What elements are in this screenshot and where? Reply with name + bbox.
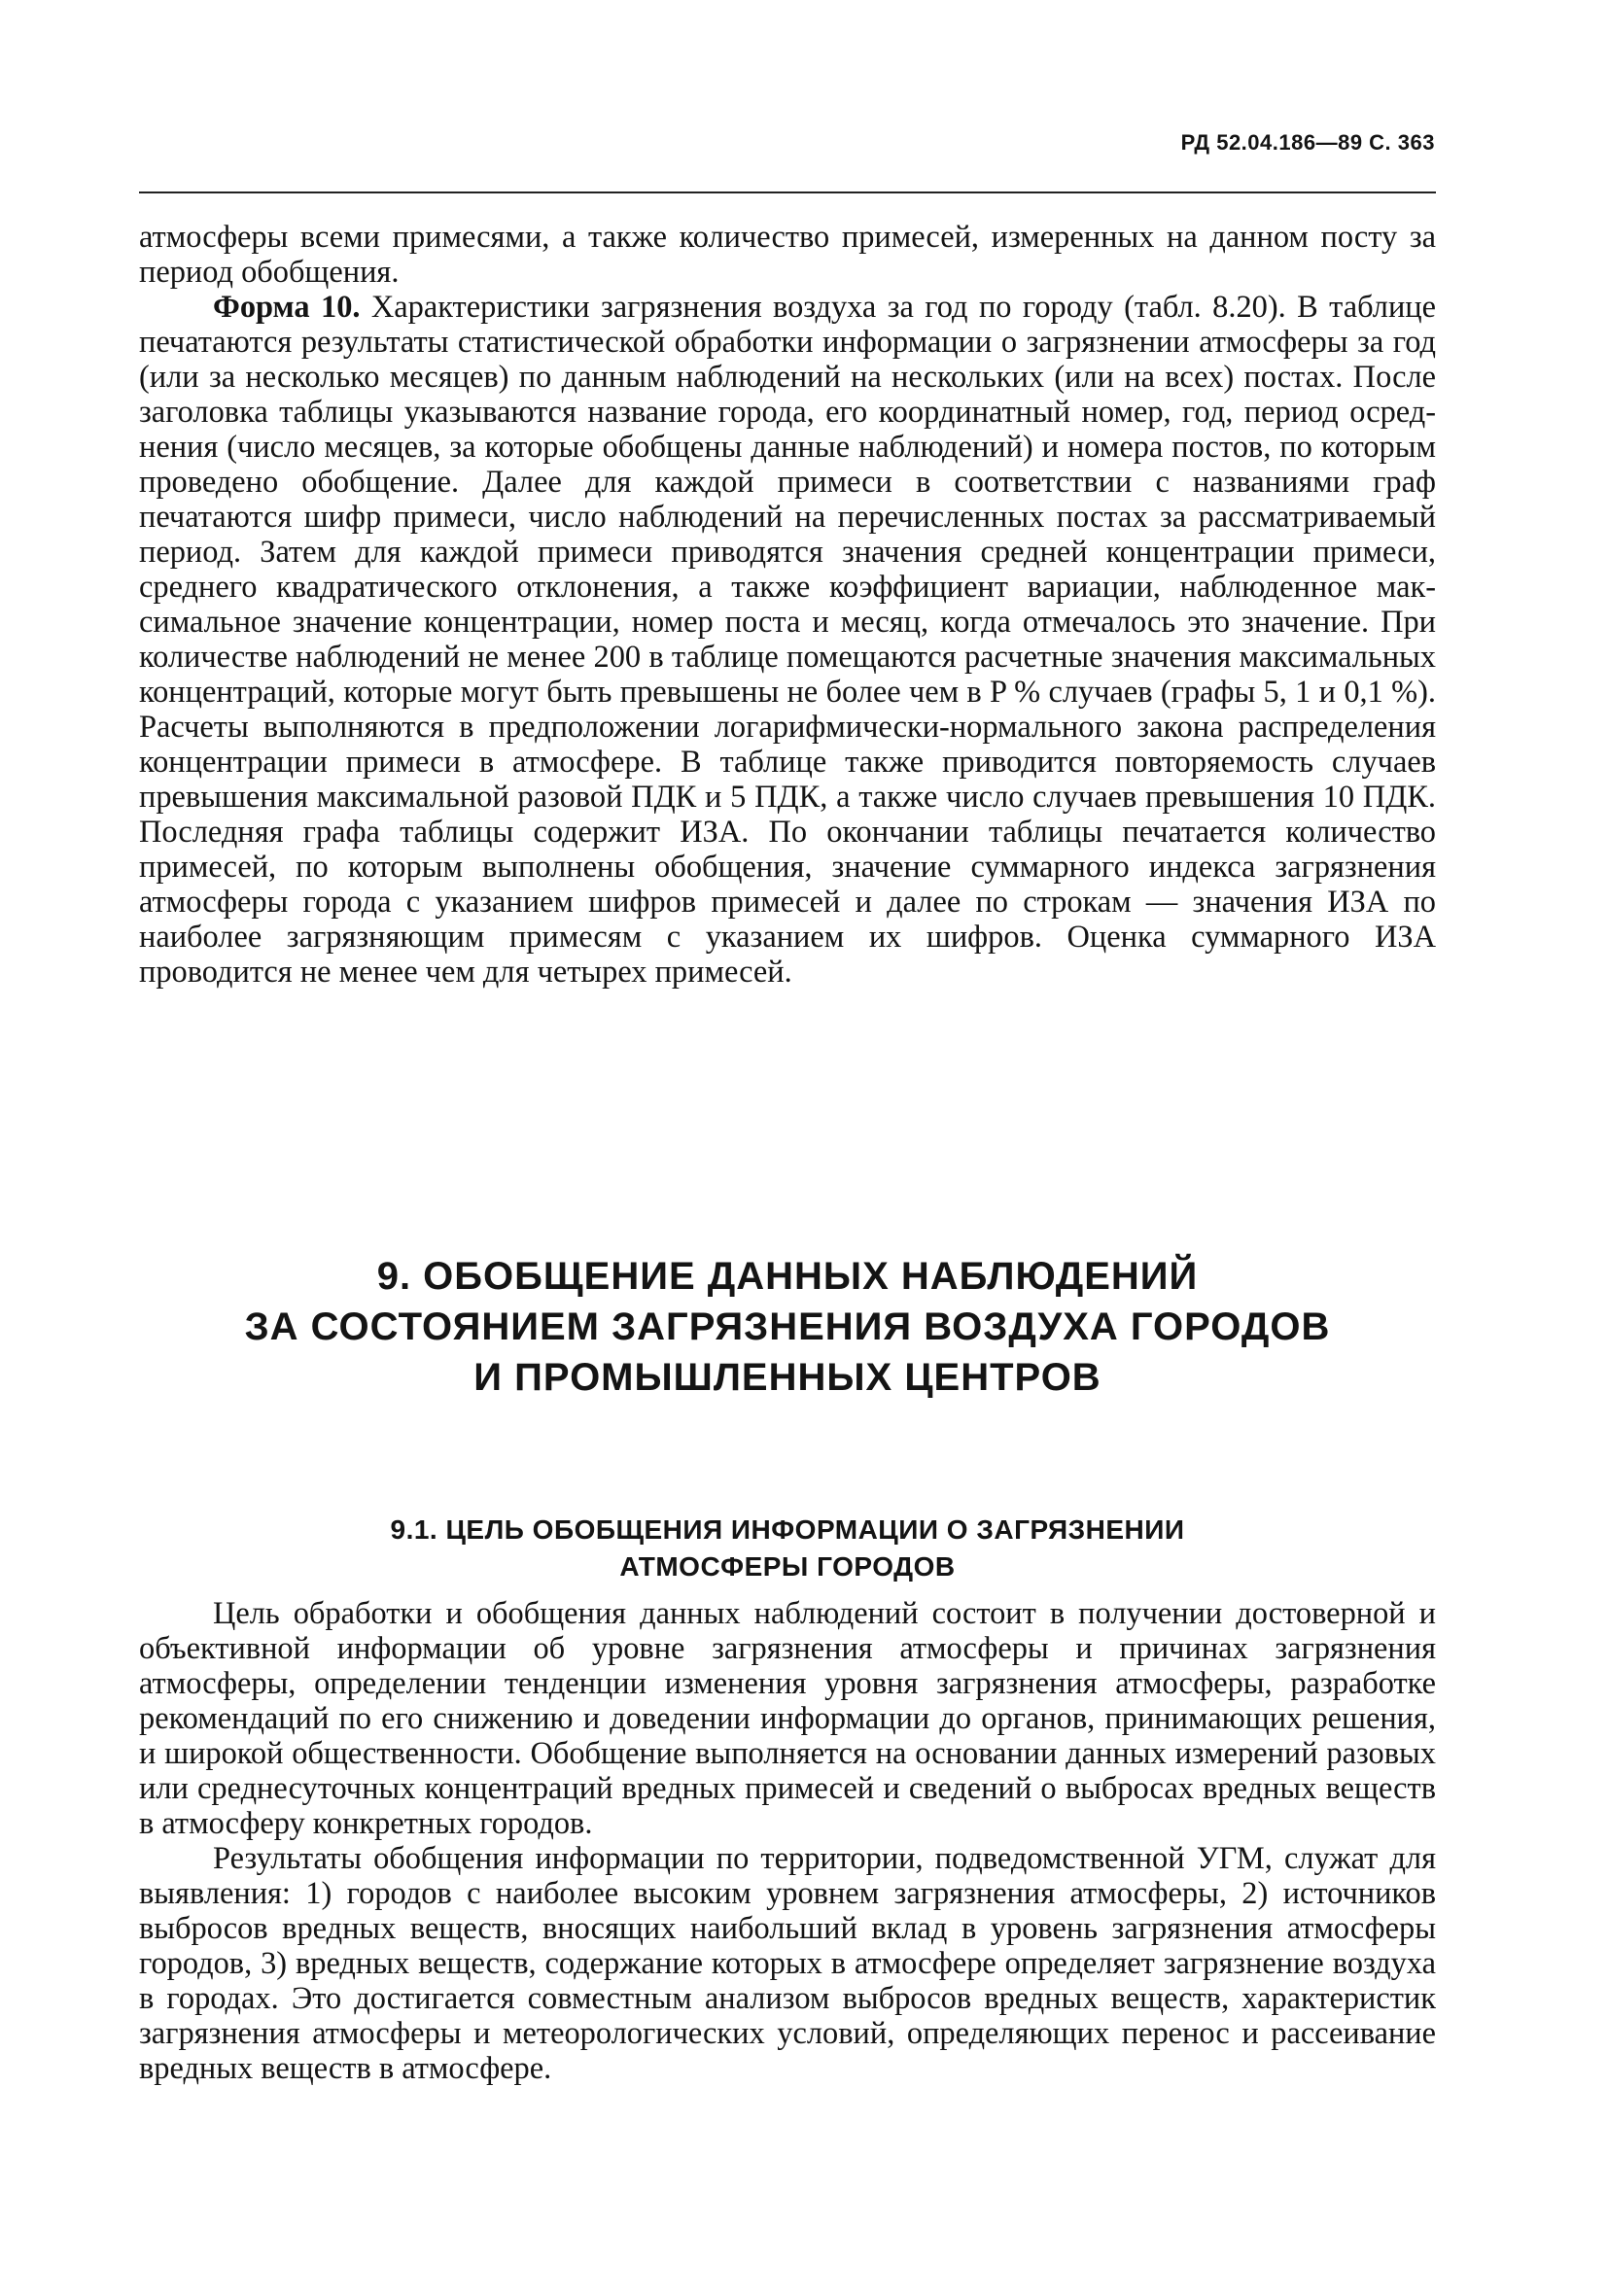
section-paragraph: Цель обработки и обобщения данных наблюдений состоит в получении достоверной и объективной информации об уровне загрязнения атмосферы и причинах загрязнения атмосферы, определении тенденции изменения уровня загрязнения атмосферы, разработке рекомендаций по его снижению и доведении информации до органов, принимающих решения, и широкой общественности. Обобщение выполняется на основании данных измерений разовых или среднесуточных концентраций вредных примесей и сведений о выбросах вредных веществ в атмосферу конкретных городов. (139, 1596, 1436, 1841)
section-paragraph: Результаты обобщения информации по территории, подведомственной УГМ, служат для выявления: 1) городов с наиболее высоким уровнем загрязнения атмосферы, 2) источников выбросов вредных веществ, вносящих наибольший вклад в уровень загрязнения атмосферы городов, 3) вредных веществ, содержание которых в атмосфере определяет загрязнение воздуха в городах. Это достигается совместным анализом выбросов вредных веществ, характеристик загрязнения атмосферы и метеорологических условий, определяющих перенос и рассеивание вредных веществ в атмосфере. (139, 1841, 1436, 2086)
form-10-paragraph (139, 290, 1436, 990)
section-heading (139, 1512, 1436, 1585)
chapter-heading-line: ЗА СОСТОЯНИЕМ ЗАГРЯЗНЕНИЯ ВОЗДУХА ГОРОДОВ (244, 1305, 1331, 1348)
section-heading-line: 9.1. ЦЕЛЬ ОБОБЩЕНИЯ ИНФОРМАЦИИ О ЗАГРЯЗНЕНИИ (390, 1514, 1185, 1545)
chapter-heading-line: 9. ОБОБЩЕНИЕ ДАННЫХ НАБЛЮДЕНИЙ (376, 1255, 1199, 1298)
running-header: РД 52.04.186—89 С. 363 (1180, 130, 1435, 155)
chapter-heading (139, 1251, 1436, 1403)
form-10-text: Характеристики загрязнения воздуха за год по городу (табл. 8.20). В таблице печатаются результаты статистической обработки информации о загрязнении атмосферы за год (или за несколько месяцев) по данным наблюдений на нескольких (или на всех) постах. После заголовка таблицы указываются название города, его координатный номер, год, период осреднения (число месяцев, за которые обобщены данные наблюдений) и номера постов, по которым проведено обобщение. Далее для каждой примеси в соответствии с названиями граф печатаются шифр примеси, число наблюдений на перечисленных постах за рассматриваемый период. Затем для каждой примеси приводятся значения средней концентрации примеси, среднего квадратического отклонения, а также коэффициент вариации, наблюденное максимальное значение концентрации, номер поста и месяц, когда отмечалось это значение. При количестве наблюдений не менее 200 в таблице помещаются расчетные значения максимальных концентраций, которые могут быть превышены не более чем в P % случаев (графы 5, 1 и 0,1 %). Расчеты выполняются в предположении логарифмически-нормального закона распределения концентрации примеси в атмосфере. В таблице также приводится повторяемость случаев превышения максимальной разовой ПДК и 5 ПДК, а также число случаев превышения 10 ПДК. Последняя графа таблицы содержит ИЗА. По окончании таблицы печатается количество примесей, по которым выполнены обобщения, значение суммарного индекса загрязнения атмосферы города с указанием шифров примесей и далее по строкам — значения ИЗА по наиболее загрязняющим примесям с указанием их шифров. Оценка суммарного ИЗА проводится не менее чем для четырех примесей. (139, 290, 1436, 990)
section-text-block (139, 1596, 1436, 2086)
continuation-paragraph: атмосферы всеми примесями, а также количество примесей, измеренных на данном посту за период обобщения. (139, 220, 1436, 290)
chapter-heading-line: И ПРОМЫШЛЕННЫХ ЦЕНТРОВ (473, 1356, 1101, 1399)
form-10-label: Форма 10. (213, 290, 361, 325)
section-heading-line: АТМОСФЕРЫ ГОРОДОВ (619, 1551, 956, 1582)
top-text-block (139, 220, 1436, 990)
header-rule (139, 191, 1436, 193)
